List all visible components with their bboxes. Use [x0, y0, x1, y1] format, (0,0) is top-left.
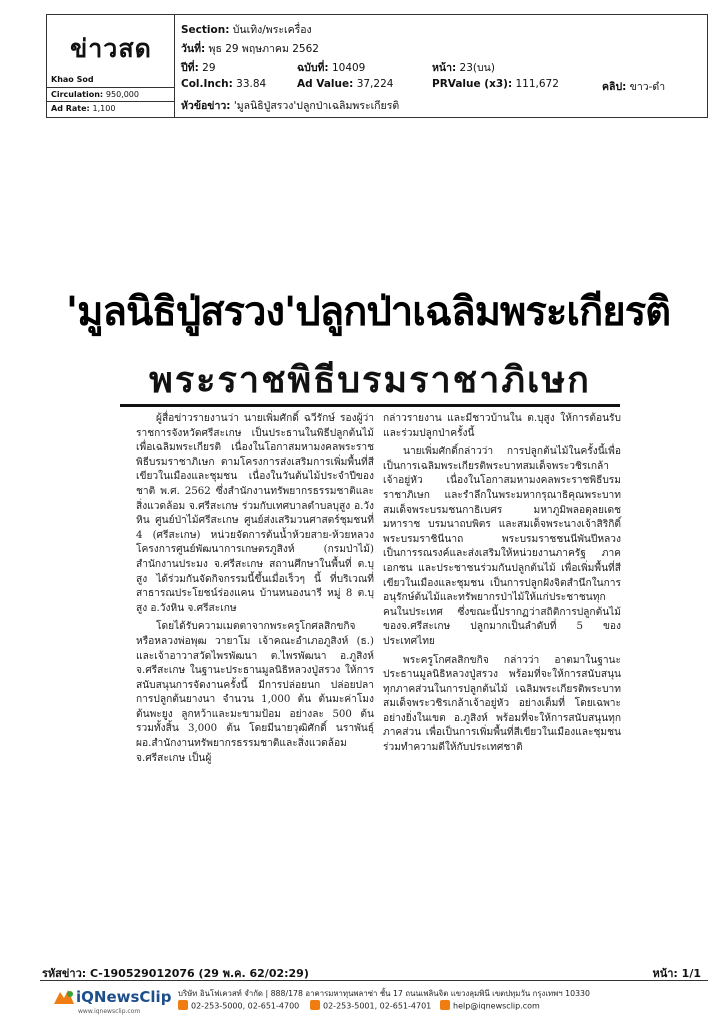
topic-value: 'มูลนิธิปู่สรวง'ปลูกป่าเฉลิมพระเกียรติ	[233, 100, 400, 112]
paragraph: พระครูโกศลสิกขกิจ กล่าวว่า อาตมาในฐานะประธานมูลนิธิหลวงปู่สรวง พร้อมที่จะให้การสนับสนุนทุกภาคส่วนในการปลูกต้นไม้ เฉลิมพระเกียรติพระบาทสมเด็จพระวชิรเกล้าเจ้าอยู่หัว อย่างเต็มที่ โดยเฉพาะอย่างยิ่งในเขต อ.ภูสิงห์ พร้อมที่จะให้การสนับสนุนทุกภาคส่วน เพื่อเป็นการเพิ่มพื้นที่สีเขียวในเมืองและชุมชน ร่วมทำความดีให้กับประเทศชาติ	[383, 654, 621, 754]
headline-container	[30, 282, 706, 342]
clip-label: คลิป:	[602, 81, 627, 93]
paragraph: ผู้สื่อข่าวรายงานว่า นายเพิ่มศักดิ์ ฉวีรักษ์ รองผู้ว่าราชการจังหวัดศรีสะเกษ เป็นประธานในพิธีปลูกต้นไม้เพื่อเฉลิมพระเกียรติ เนื่องในโอกาสมหามงคลพระราชพิธีบรมราชาภิเษก ตามโครงการส่งเสริมการเพิ่มพื้นที่สีเขียวในเมืองและชุมชน เนื่องในวันต้นไม้ประจำปีของชาติ พ.ศ. 2562 ซึ่งสำนักงานทรัพยากรธรรมชาติและสิ่งแวดล้อม จ.ศรีสะเกษ ร่วมกับเทศบาลตำบลบุสูง อ.วังหิน ศูนย์ป่าไม้ศรีสะเกษ ศูนย์ส่งเสริมวนศาสตร์ชุมชนที่ 4 (ศรีสะเกษ) หน่วยจัดการต้นน้ำห้วยสาย-ห้วยหลวง โครงการศูนย์พัฒนาการเกษตรภูสิงห์ (กรมป่าไม้) สำนักงานประมง จ.ศรีสะเกษ สถานศึกษาในพื้นที่ ต.บุสูง ได้ร่วมกันจัดกิจกรรมนี้ขึ้นเมื่อเร็วๆ นี้ ที่บริเวณที่สาธารณประโยชน์ร่องแคน บ้านหนองนารี หมู่ 8 ต.บุสูง อ.วังหิน จ.ศรีสะเกษ	[136, 413, 374, 614]
clipping-header	[46, 14, 708, 118]
page-number: หน้า: 1/1	[652, 967, 701, 980]
date-value: พุธ 29 พฤษภาคม 2562	[208, 43, 319, 55]
paragraph: กล่าวรายงาน และมีชาวบ้านใน ต.บุสูง ให้การต้อนรับและร่วมปลูกป่าครั้งนี้	[383, 413, 621, 439]
iqnewsclip-mark-icon	[52, 988, 76, 1008]
ad-value-value: 37,224	[356, 78, 394, 90]
clip-cell	[602, 78, 665, 95]
year-cell	[181, 59, 216, 76]
year-label: ปีที่:	[181, 62, 199, 74]
ad-rate-value: 1,100	[92, 104, 116, 113]
topic-row	[181, 97, 399, 114]
ad-rate-label: Ad Rate:	[51, 104, 90, 113]
ad-value-label: Ad Value:	[297, 78, 354, 90]
news-code: รหัสข่าว: C-190529012076 (29 พ.ค. 62/02:29)	[42, 967, 309, 980]
date-row	[181, 40, 319, 57]
circulation-label: Circulation:	[51, 90, 104, 99]
date-label: วันที่:	[181, 43, 206, 55]
email-icon	[440, 1000, 450, 1010]
page-label: หน้า:	[432, 62, 457, 74]
clip-value: ขาว-ดำ	[629, 81, 666, 93]
divider	[47, 101, 175, 102]
subhead-container	[120, 358, 620, 410]
company-address: บริษัท อินโฟเควสท์ จำกัด | 888/178 อาคารมหาทุนพลาซ่า ชั้น 17 ถนนเพลินจิต แขวงลุมพินี เขตปทุมวัน กรุงเทพฯ 10330	[178, 989, 590, 998]
pr-value-value: 111,672	[515, 78, 559, 90]
brand-name: iQNewsClip	[76, 988, 172, 1006]
publication-name: Khao Sod	[51, 75, 94, 84]
brand-url: www.iqnewsclip.com	[78, 1008, 141, 1015]
publication-logo: ข่าวสด	[70, 34, 152, 63]
paragraph: นายเพิ่มศักดิ์กล่าวว่า การปลูกต้นไม้ในครั้งนี้เพื่อเป็นการเฉลิมพระเกียรติพระบาทสมเด็จพระวชิรเกล้าเจ้าอยู่หัว เนื่องในโอกาสมหามงคลพระราชพิธีบรมราชาภิเษก และรำลึกในพระมหากรุณาธิคุณพระบาทสมเด็จพระบรมชนกาธิเบศร มหาภูมิพลอดุลยเดชมหาราช บรมนาถบพิตร และสมเด็จพระนางเจ้าสิริกิติ์ พระบรมราชินีนาถ พระบรมราชชนนีพันปีหลวง เป็นการรณรงค์และส่งเสริมให้หน่วยงานภาครัฐ ภาคเอกชน และประชาชนร่วมกันปลูกต้นไม้ เพื่อเพิ่มพื้นที่สีเขียวในเมืองและชุมชน เป็นการปลูกฝังจิตสำนึกในการอนุรักษ์ต้นไม้และทรัพยากรป่าไม้ให้แก่ประชาชนทุกคนในประเทศ ซึ่งขณะนี้ปรากฏว่าสถิติการปลูกต้นไม้ของจ.ศรีสะเกษ ปลูกมากเป็นลำดับที่ 5 ของประเทศไทย	[383, 446, 621, 647]
article-subhead: พระราชพิธีบรมราชาภิเษก	[149, 360, 591, 401]
iqnewsclip-logo	[52, 986, 172, 1016]
email-contact[interactable]	[440, 1001, 540, 1011]
ad-rate	[51, 104, 115, 113]
col-inch-value: 33.84	[236, 78, 267, 90]
section-value: บันเทิง/พระเครื่อง	[232, 24, 312, 36]
page-value: 23(บน)	[459, 62, 495, 74]
circulation	[51, 90, 139, 99]
divider	[47, 87, 175, 88]
section-row	[181, 21, 312, 38]
phone-icon	[178, 1000, 188, 1010]
fax-number: 02-253-5001, 02-651-4701	[323, 1001, 432, 1011]
phone-number: 02-253-5000, 02-651-4700	[191, 1001, 300, 1011]
year-value: 29	[202, 62, 216, 74]
paragraph: โดยได้รับความเมตตาจากพระครูโกศลสิกขกิจ หรือหลวงพ่อพุฒ วายาโม เจ้าคณะอำเภอภูสิงห์ (ธ.) และเจ้าอาวาสวัดไพรพัฒนา ต.ไพรพัฒนา อ.ภูสิงห์ จ.ศรีสะเกษ ในฐานะประธานมูลนิธิหลวงปู่สรวง ให้การสนับสนุนการจัดงานครั้งนี้ มีการปล่อยนก ปล่อยปลา การปลูกต้นยางนา จำนวน 1,000 ต้น ต้นมะค่าโมง ต้นพะยูง ลูกหว้าและมะขามป้อม อย่างละ 500 ต้น รวมทั้งสิ้น 3,000 ต้น โดยมีนายวุฒิศักดิ์ นราพันธุ์ ผอ.สำนักงานทรัพยากรธรรมชาติและสิ่งแวดล้อม จ.ศรีสะเกษ เป็นผู้	[136, 621, 374, 764]
fax-icon	[310, 1000, 320, 1010]
col-inch-cell	[181, 78, 266, 90]
pr-value-label: PRValue (x3):	[432, 78, 513, 90]
pr-value-cell	[432, 78, 559, 90]
circulation-value: 950,000	[105, 90, 139, 99]
email-address[interactable]: help@iqnewsclip.com	[453, 1001, 540, 1011]
issue-value: 10409	[331, 62, 366, 74]
col-inch-label: Col.Inch:	[181, 78, 233, 90]
issue-cell	[297, 59, 365, 76]
ad-value-cell	[297, 78, 393, 90]
article-headline: 'มูลนิธิปู่สรวง'ปลูกป่าเฉลิมพระเกียรติ	[65, 289, 671, 335]
page-cell	[432, 59, 495, 76]
section-label: Section:	[181, 24, 230, 36]
article-column-left	[136, 412, 374, 770]
topic-label: หัวข้อข่าว:	[181, 100, 231, 112]
footer-divider	[40, 980, 708, 981]
phone-contact	[178, 1001, 299, 1011]
fax-contact	[310, 1001, 431, 1011]
subhead-underline	[120, 404, 620, 407]
article-column-right	[383, 412, 621, 760]
publication-box	[47, 15, 175, 117]
issue-label: ฉบับที่:	[297, 62, 329, 74]
